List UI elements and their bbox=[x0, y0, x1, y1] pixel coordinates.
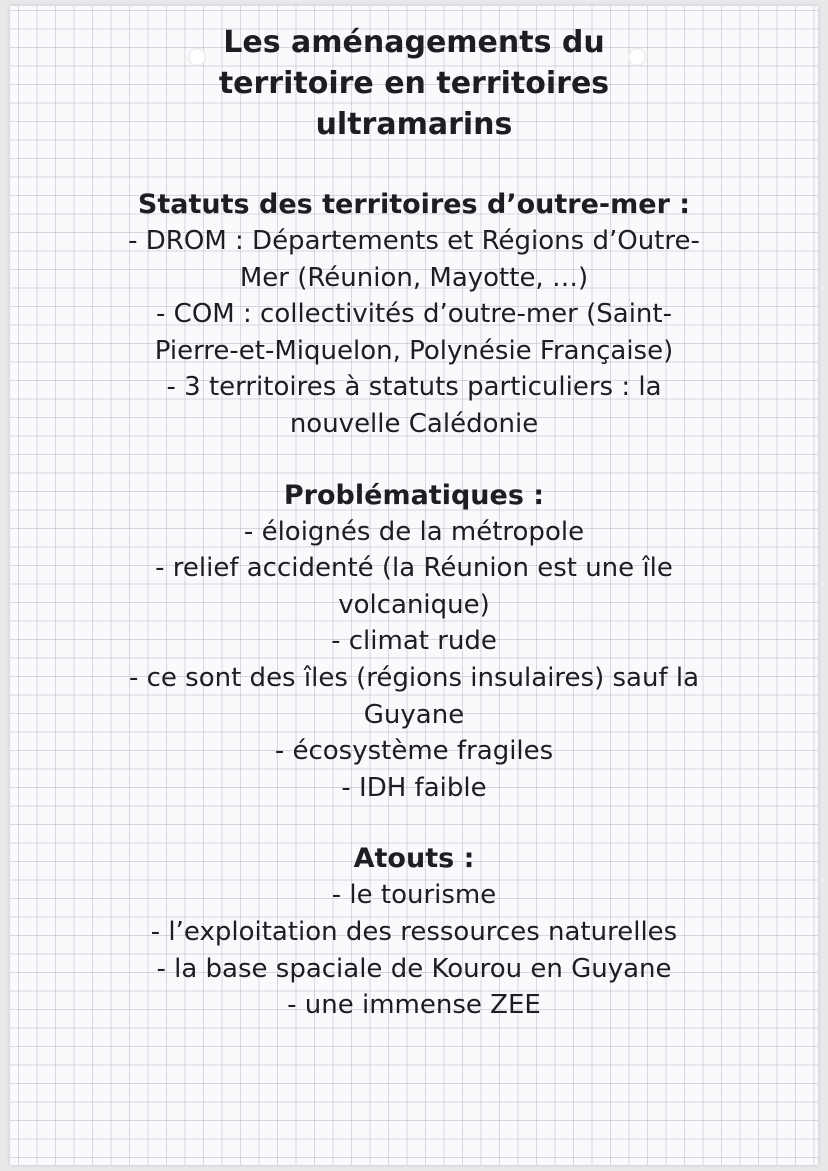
text-line: - une immense ZEE bbox=[287, 990, 541, 1021]
section-atouts bbox=[10, 841, 818, 1023]
page-title bbox=[10, 22, 818, 145]
text-line: Mer (Réunion, Mayotte, …) bbox=[239, 262, 589, 293]
title-line: ultramarins bbox=[315, 107, 513, 142]
text-line: volcanique) bbox=[338, 589, 490, 620]
text-line: - IDH faible bbox=[341, 772, 487, 803]
text-line: - la base spaciale de Kourou en Guyane bbox=[156, 953, 672, 984]
text-line: nouvelle Calédonie bbox=[289, 408, 539, 439]
text-line: - l’exploitation des ressources naturelles bbox=[150, 916, 678, 947]
section-heading: Problématiques : bbox=[283, 479, 545, 511]
text-line: - ce sont des îles (régions insulaires) sauf la bbox=[128, 662, 700, 693]
text-line: - climat rude bbox=[331, 626, 497, 657]
text-line: Guyane bbox=[363, 699, 465, 730]
text-line: - éloignés de la métropole bbox=[243, 516, 585, 547]
text-line: - DROM : Départements et Régions d’Outre- bbox=[128, 226, 700, 256]
section-heading: Statuts des territoires d’outre-mer : bbox=[137, 189, 691, 220]
text-line: - le tourisme bbox=[331, 880, 497, 911]
page-content bbox=[10, 6, 818, 1024]
text-line: - écosystème fragiles bbox=[274, 736, 554, 767]
section-statuts bbox=[10, 187, 818, 443]
section-heading: Atouts : bbox=[353, 843, 475, 875]
text-line: - COM : collectivités d’outre-mer (Saint- bbox=[156, 299, 672, 330]
title-line: Les aménagements du bbox=[223, 25, 605, 60]
text-line: - relief accidenté (la Réunion est une île bbox=[155, 553, 673, 584]
notebook-page bbox=[10, 6, 818, 1165]
text-line: Pierre-et-Miquelon, Polynésie Française) bbox=[154, 335, 674, 366]
text-line: - 3 territoires à statuts particuliers : la bbox=[166, 372, 662, 403]
title-line: territoire en territoires bbox=[218, 66, 610, 101]
section-problematiques bbox=[10, 478, 818, 807]
